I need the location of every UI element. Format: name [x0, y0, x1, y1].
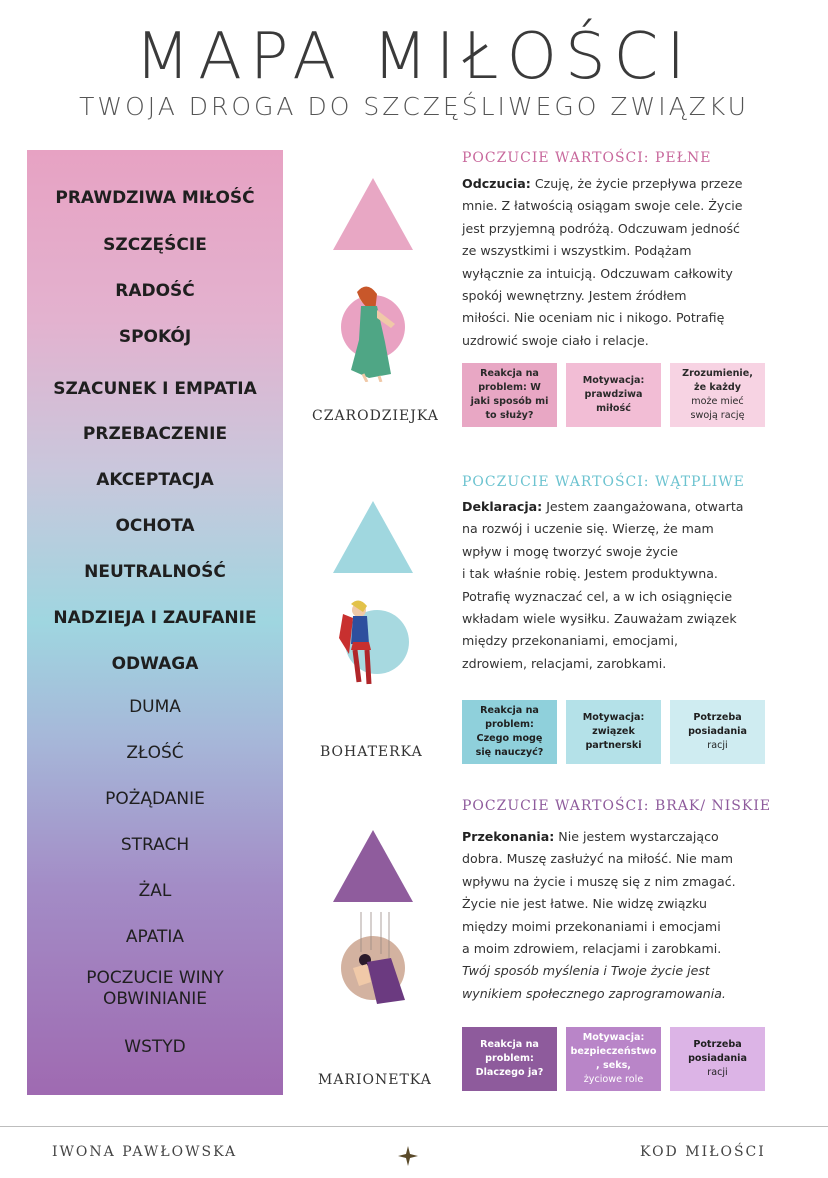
box-line: się nauczyć? [475, 747, 544, 758]
box-line: Reakcja na [480, 368, 539, 379]
box-line: prawdziwa [584, 389, 643, 400]
box-line: Dlaczego ja? [475, 1067, 544, 1078]
page-title: MAPA MIŁOŚCI [134, 20, 694, 94]
level-description [462, 826, 772, 1005]
text-line: ze wszystkimi i wszystkim. Podążam [462, 243, 692, 259]
text-line: jest przyjemną podróżą. Odczuwam jedność [462, 220, 740, 236]
need-box [670, 363, 765, 427]
level-heading: POCZUCIE WARTOŚCI: WĄTPLIWE [462, 474, 745, 490]
box-line: Czego mogę [476, 733, 543, 744]
triangle-purple [333, 830, 413, 902]
text-line: między przekonaniami, emocjami, [462, 633, 678, 649]
box-line: miłość [596, 403, 631, 414]
box-line: partnerski [585, 740, 642, 751]
scale-item: SZACUNEK I EMPATIA [53, 379, 257, 399]
box-line: Motywacja: [582, 712, 645, 723]
box-line: że każdy [693, 382, 741, 393]
text-line: Potrafię wyznaczać cel, a w ich osiągnięcie [462, 588, 733, 604]
text-line: mnie. Z łatwością osiągam swoje cele. Życie [462, 198, 743, 214]
text-line: zdrowiem, relacjami, zarobkami. [462, 655, 667, 671]
footer-brand: KOD MIŁOŚCI [640, 1144, 766, 1160]
box-line: problem: [485, 1053, 534, 1064]
reaction-box [462, 700, 557, 764]
scale-item: NADZIEJA I ZAUFANIE [53, 608, 257, 628]
box-line: swoją rację [690, 410, 745, 421]
motivation-box [566, 1027, 661, 1091]
heroine-figure [335, 598, 415, 690]
text-line: dobra. Muszę zasłużyć na miłość. Nie mam [462, 851, 733, 867]
footer-author: IWONA PAWŁOWSKA [52, 1144, 238, 1160]
text-line: Życie nie jest łatwe. Nie widzę związku [462, 896, 707, 912]
scale-item: AKCEPTACJA [96, 470, 214, 490]
level-label: Odczucia: [462, 176, 531, 191]
scale-item: SZCZĘŚCIE [103, 235, 207, 255]
level-label: Przekonania: [462, 829, 555, 844]
box-line: racji [707, 1067, 728, 1078]
level-label: Deklaracja: [462, 499, 543, 514]
scale-item: POŻĄDANIE [105, 789, 205, 809]
box-line: problem: [485, 719, 534, 730]
text-line: Jestem zaangażowana, otwarta [542, 499, 744, 514]
triangle-pink [333, 178, 413, 250]
level-description [462, 173, 772, 352]
text-line: na rozwój i uczenie się. Wierzę, że mam [462, 521, 714, 537]
puppet-figure [331, 912, 415, 1012]
text-line: i tak właśnie robię. Jestem produktywna. [462, 566, 718, 582]
triangle-blue [333, 501, 413, 573]
text-line: wyłącznie za intuicją. Odczuwam całkowity [462, 265, 733, 281]
scale-item: OCHOTA [115, 516, 195, 536]
scale-item: OBWINIANIE [102, 989, 208, 1009]
level-heading: POCZUCIE WARTOŚCI: PEŁNE [462, 150, 712, 166]
reaction-box [462, 1027, 557, 1091]
figure-label: MARIONETKA [318, 1072, 432, 1088]
box-line: posiadania [688, 726, 747, 737]
scale-item: ODWAGA [111, 654, 199, 674]
scale-item: PRZEBACZENIE [82, 424, 228, 444]
reaction-box [462, 363, 557, 427]
scale-item: RADOŚĆ [115, 281, 195, 301]
italic-line: wynikiem społecznego zaprogramowania. [462, 985, 726, 1001]
text-line: wpływu na życie i muszę się z nim zmagać. [462, 873, 736, 889]
need-box [670, 1027, 765, 1091]
scale-item: SPOKÓJ [118, 327, 192, 347]
scale-item: STRACH [120, 835, 190, 855]
scale-item: ŻAL [138, 881, 172, 901]
box-line: związek [592, 726, 635, 737]
page-subtitle: TWOJA DROGA DO SZCZĘŚLIWEGO ZWIĄZKU [79, 92, 749, 121]
scale-item: DUMA [129, 697, 181, 717]
box-line: Motywacja: [582, 1032, 645, 1043]
text-line: miłości. Nie oceniam nic i nikogo. Potrafię [462, 310, 725, 326]
box-line: może mieć [691, 396, 744, 407]
box-line: to służy? [485, 410, 534, 421]
motivation-box [566, 700, 661, 764]
box-line: problem: W [478, 382, 541, 393]
box-line: posiadania [688, 1053, 747, 1064]
need-box [670, 700, 765, 764]
box-line: jaki sposób mi [470, 396, 549, 407]
text-line: wpływ i mogę tworzyć swoje życie [462, 543, 679, 559]
box-line: Potrzeba [693, 712, 742, 723]
emotion-scale [27, 150, 283, 1095]
italic-line: Twój sposób myślenia i Twoje życie jest [462, 963, 710, 979]
box-line: Motywacja: [582, 375, 645, 386]
star-icon [398, 1146, 418, 1166]
level-description [462, 496, 772, 675]
text-line: wkładam wiele wysiłku. Zauważam związek [462, 611, 737, 627]
text-line: Czuję, że życie przepływa przeze [530, 176, 743, 191]
text-line: między moimi przekonaniami i emocjami [462, 918, 721, 934]
scale-item: PRAWDZIWA MIŁOŚĆ [55, 188, 255, 208]
text-line: Nie jestem wystarczająco [554, 829, 719, 844]
box-line: Reakcja na [480, 705, 539, 716]
box-line: Zrozumienie, [682, 368, 753, 379]
level-heading: POCZUCIE WARTOŚCI: BRAK/ NISKIE [462, 798, 772, 814]
figure-label: BOHATERKA [320, 744, 423, 760]
scale-item: POCZUCIE WINY [86, 968, 224, 988]
motivation-box [566, 363, 661, 427]
text-line: spokój wewnętrzny. Jestem źródłem [462, 288, 687, 304]
scale-item: NEUTRALNOŚĆ [84, 562, 226, 582]
box-line: życiowe role [583, 1074, 644, 1085]
figure-label: CZARODZIEJKA [312, 408, 439, 424]
box-line: Potrzeba [693, 1039, 742, 1050]
box-line: bezpieczeństwo [570, 1046, 657, 1057]
text-line: uzdrowić swoje ciało i relacje. [462, 332, 649, 348]
box-line: Reakcja na [480, 1039, 539, 1050]
scale-item: ZŁOŚĆ [126, 743, 184, 763]
box-line: , seks, [596, 1060, 631, 1071]
footer-divider [0, 1126, 828, 1127]
text-line: a moim zdrowiem, relacjami i zarobkami. [462, 941, 722, 957]
scale-item: APATIA [125, 927, 185, 947]
box-line: racji [707, 740, 728, 751]
sorceress-figure [333, 282, 413, 382]
scale-item: WSTYD [124, 1037, 186, 1057]
